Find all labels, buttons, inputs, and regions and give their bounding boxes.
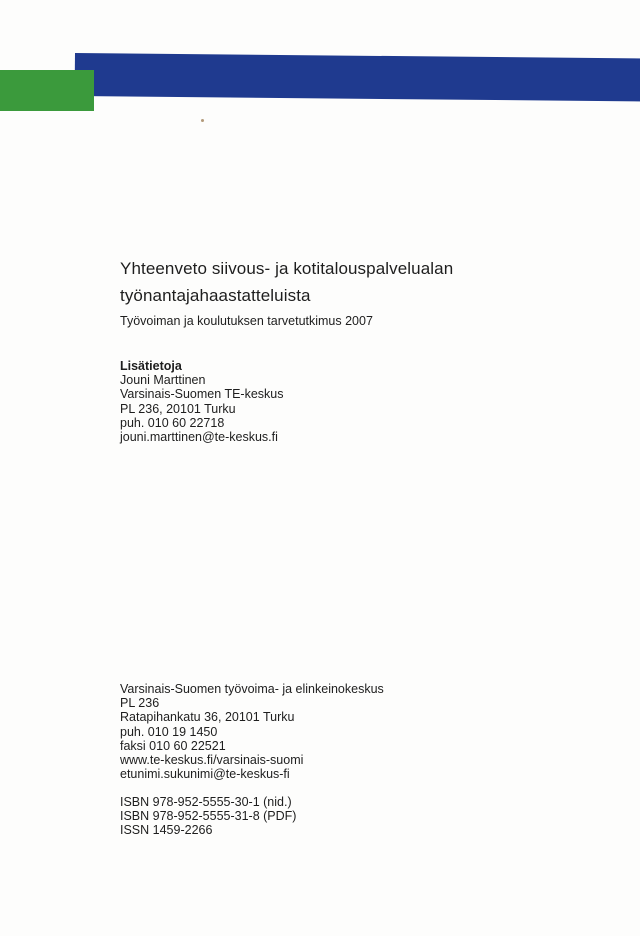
publisher-website: www.te-keskus.fi/varsinais-suomi — [120, 753, 304, 768]
title-line-2: työnantajahaastatteluista — [120, 286, 311, 305]
contact-heading: Lisätietoja — [120, 359, 182, 373]
publisher-name: Varsinais-Suomen työvoima- ja elinkeinokeskus — [120, 682, 384, 696]
publisher-block — [120, 682, 384, 781]
contact-info-block — [120, 359, 284, 444]
isbn-print: ISBN 978-952-5555-30-1 (nid.) — [120, 795, 292, 809]
contact-organization: Varsinais-Suomen TE-keskus — [120, 387, 284, 402]
publisher-po-box: PL 236 — [120, 696, 160, 711]
issn: ISSN 1459-2266 — [120, 823, 213, 838]
contact-name: Jouni Marttinen — [120, 373, 206, 388]
contact-phone: puh. 010 60 22718 — [120, 415, 225, 430]
blue-header-bar — [75, 53, 640, 102]
isbn-pdf: ISBN 978-952-5555-31-8 (PDF) — [120, 809, 297, 824]
document-subtitle: Työvoiman ja koulutuksen tarvetutkimus 2007 — [120, 314, 373, 328]
green-accent-block — [0, 70, 94, 111]
publisher-street: Ratapihankatu 36, 20101 Turku — [120, 710, 295, 725]
identifiers-block — [120, 795, 296, 838]
document-title — [120, 255, 453, 309]
title-line-1: Yhteenveto siivous- ja kotitalouspalvelualan — [120, 259, 454, 278]
publisher-phone: puh. 010 19 1450 — [120, 724, 218, 739]
contact-address: PL 236, 20101 Turku — [120, 401, 236, 416]
publisher-email: etunimi.sukunimi@te-keskus-fi — [120, 767, 290, 782]
publisher-fax: faksi 010 60 22521 — [120, 738, 226, 753]
contact-email: jouni.marttinen@te-keskus.fi — [120, 430, 278, 445]
paper-speck — [201, 119, 204, 122]
